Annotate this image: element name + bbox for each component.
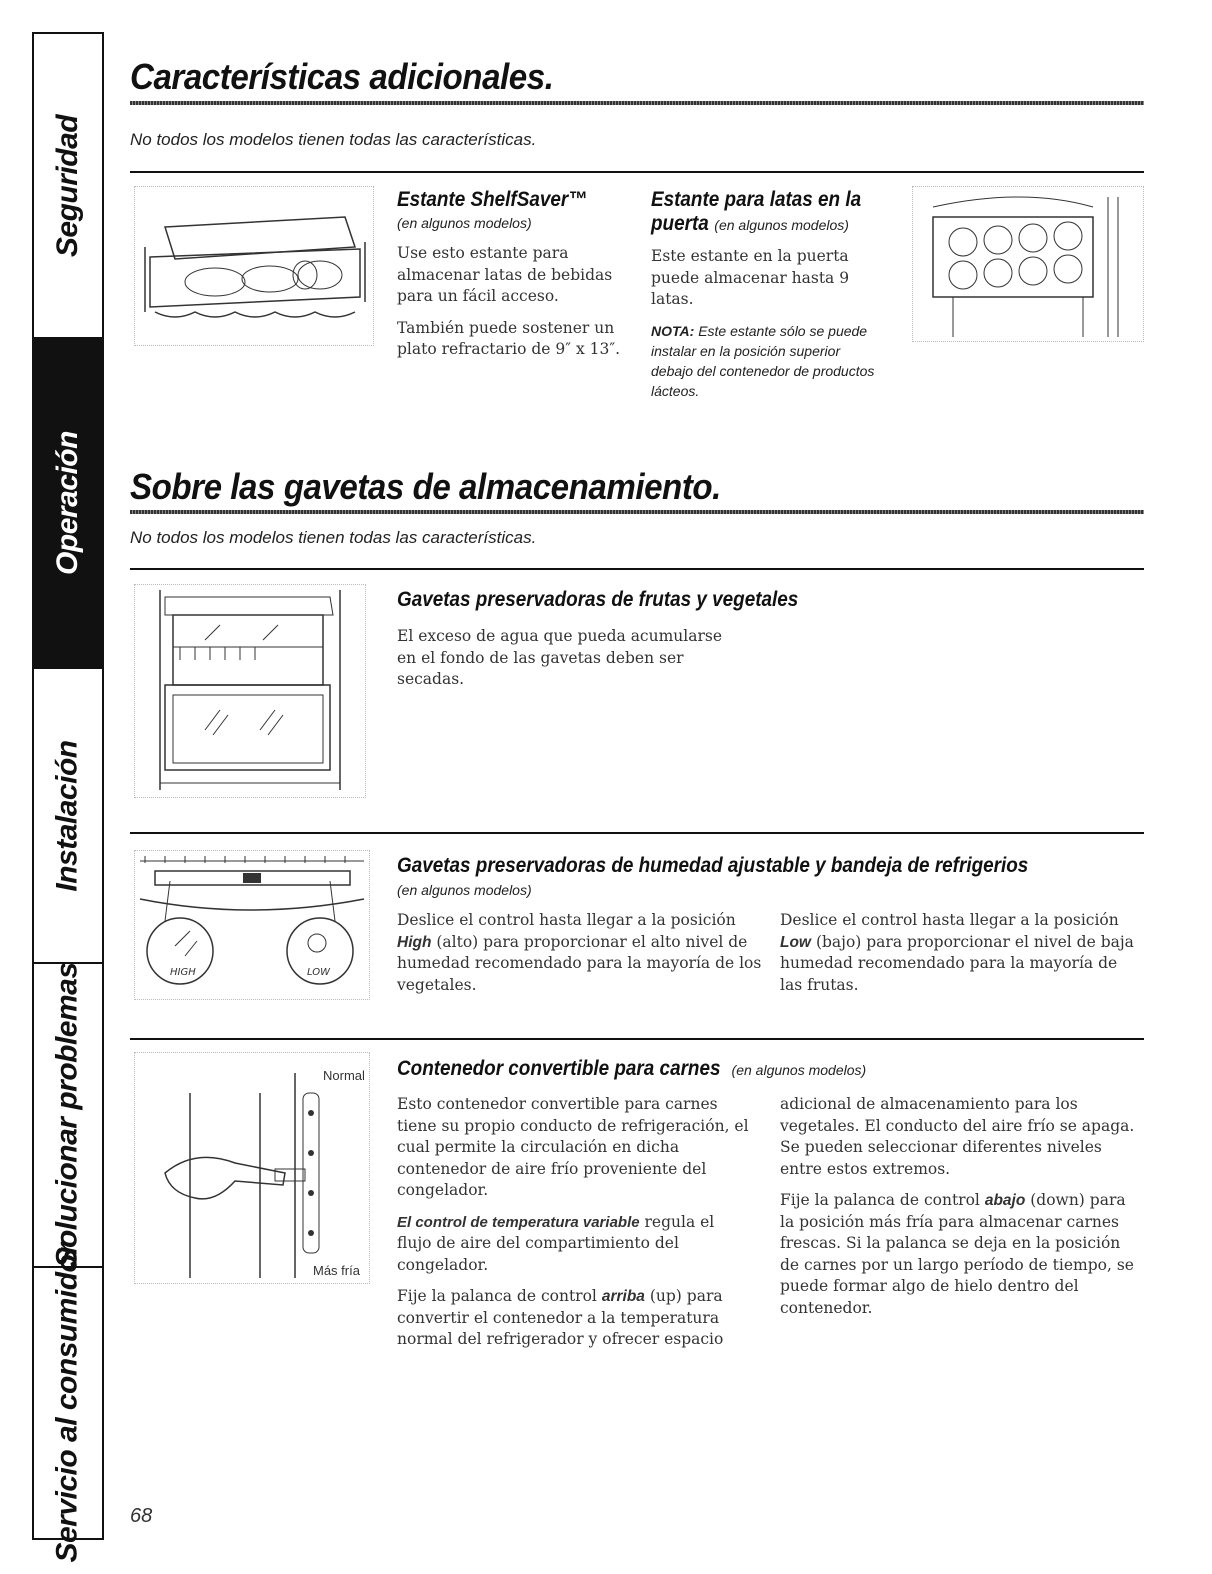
can-rack-title-2: puerta: [651, 212, 709, 235]
shelfsaver-block: [397, 188, 622, 371]
can-rack-title: Estante para latas en la: [651, 188, 862, 211]
section-note: No todos los modelos tienen todas las características.: [130, 130, 537, 149]
shelfsaver-subtitle: (en algunos modelos): [397, 215, 532, 231]
title-rule: [130, 101, 1144, 105]
abajo-emphasis: abajo: [984, 1192, 1026, 1209]
section-sidebar: [32, 32, 104, 1563]
nota-label: NOTA:: [651, 322, 695, 339]
can-rack-block: [651, 188, 886, 401]
meat-pan-subtitle: (en algunos modelos): [731, 1062, 867, 1078]
tab-seguridad[interactable]: Seguridad: [34, 34, 102, 339]
tab-solucionar-problemas[interactable]: Solucionar problemas: [34, 964, 102, 1268]
humidity-subtitle: (en algunos modelos): [397, 882, 532, 898]
divider-3: [130, 832, 1144, 834]
divider: [130, 171, 1144, 173]
section-title-gavetas: Sobre las gavetas de almacenamiento.: [130, 466, 721, 507]
section-note-2: No todos los modelos tienen todas las características.: [130, 528, 537, 547]
humidity-block: [397, 854, 1144, 898]
tab-instalacion[interactable]: Instalación: [34, 669, 102, 964]
meat-paragraph-5: Fije la palanca de control abajo (down) para la posición más fría para almacenar carnes frescas. Si la palanca se deja en la posición de carnes por un largo período de tiempo, se puede formar algo de hielo dentro del contenedor.: [780, 1191, 1134, 1317]
meat-paragraph-4: adicional de almacenamiento para los vegetales. El conducto del aire frío se apaga. Se pueden seleccionar diferentes niveles entre estos extremos.: [780, 1095, 1135, 1178]
can-rack-subtitle: (en algunos modelos): [714, 217, 849, 233]
can-rack-illustration: [912, 186, 1144, 342]
normal-label: Normal: [323, 1068, 365, 1083]
low-emphasis: Low: [780, 933, 811, 951]
high-label: HIGH: [170, 967, 196, 978]
crisper-paragraph: El exceso de agua que pueda acumularse en el fondo de las gavetas deben ser secadas.: [397, 627, 723, 688]
shelfsaver-title: Estante ShelfSaver™: [397, 188, 588, 211]
shelfsaver-paragraph-1: Use esto estante para almacenar latas de bebidas para un fácil acceso.: [397, 244, 613, 305]
meat-paragraph-2: El control de temperatura variable regula el flujo de aire del compartimiento del congelador.: [397, 1212, 715, 1274]
meat-pan-right-column: [780, 1094, 1135, 1329]
humidity-left-paragraph: Deslice el control hasta llegar a la posición High (alto) para proporcionar el alto nivel de humedad recomendado para la mayoría de los vegetales.: [397, 911, 762, 994]
meat-paragraph-1: Esto contenedor convertible para carnes tiene su propio conducto de refrigeración, el cual permite la circulación en dicha contenedor de aire frío proveniente del congelador.: [397, 1095, 749, 1199]
crisper-block: [397, 588, 799, 701]
can-rack-paragraph: Este estante en la puerta puede almacenar hasta 9 latas.: [651, 247, 850, 308]
meat-pan-illustration: [134, 1052, 370, 1284]
variable-control-emphasis: El control de temperatura variable: [397, 1213, 640, 1231]
humidity-illustration: [134, 850, 370, 1000]
low-label: LOW: [307, 967, 331, 978]
section-title-caracteristicas: Características adicionales.: [130, 56, 554, 97]
meat-pan-left-column: [397, 1094, 752, 1361]
humidity-title: Gavetas preservadoras de humedad ajustable y bandeja de refrigerios: [397, 854, 1029, 877]
arriba-emphasis: arriba: [601, 1288, 645, 1305]
shelfsaver-illustration: [134, 186, 374, 346]
tab-servicio-al-consumidor[interactable]: Servicio al consumidor: [51, 1243, 85, 1563]
meat-paragraph-3: Fije la palanca de control arriba (up) para convertir el contenedor a la temperatura normal del refrigerador y ofrecer espacio: [397, 1287, 724, 1348]
page-number: 68: [130, 1505, 153, 1527]
divider-2: [130, 568, 1144, 570]
humidity-right-paragraph: Deslice el control hasta llegar a la posición Low (bajo) para proporcionar el nivel de baja humedad recomendado para la mayoría de las frutas.: [780, 911, 1134, 994]
crisper-title: Gavetas preservadoras de frutas y vegetales: [397, 588, 799, 611]
meat-pan-title: Contenedor convertible para carnes: [397, 1057, 721, 1080]
can-rack-note: [651, 321, 876, 401]
divider-4: [130, 1038, 1144, 1040]
shelfsaver-paragraph-2: También puede sostener un plato refractario de 9″ x 13″.: [397, 318, 621, 358]
meat-pan-title-row: [397, 1057, 1144, 1081]
title-rule-2: [130, 510, 1144, 514]
nota-text: Este estante sólo se puede instalar en la posición superior debajo del contenedor de productos lácteos.: [651, 322, 875, 399]
tab-operacion[interactable]: Operación: [34, 339, 102, 669]
high-emphasis: High: [397, 933, 432, 951]
crisper-illustration: [134, 584, 366, 798]
coldest-label: Más fría: [313, 1263, 360, 1278]
